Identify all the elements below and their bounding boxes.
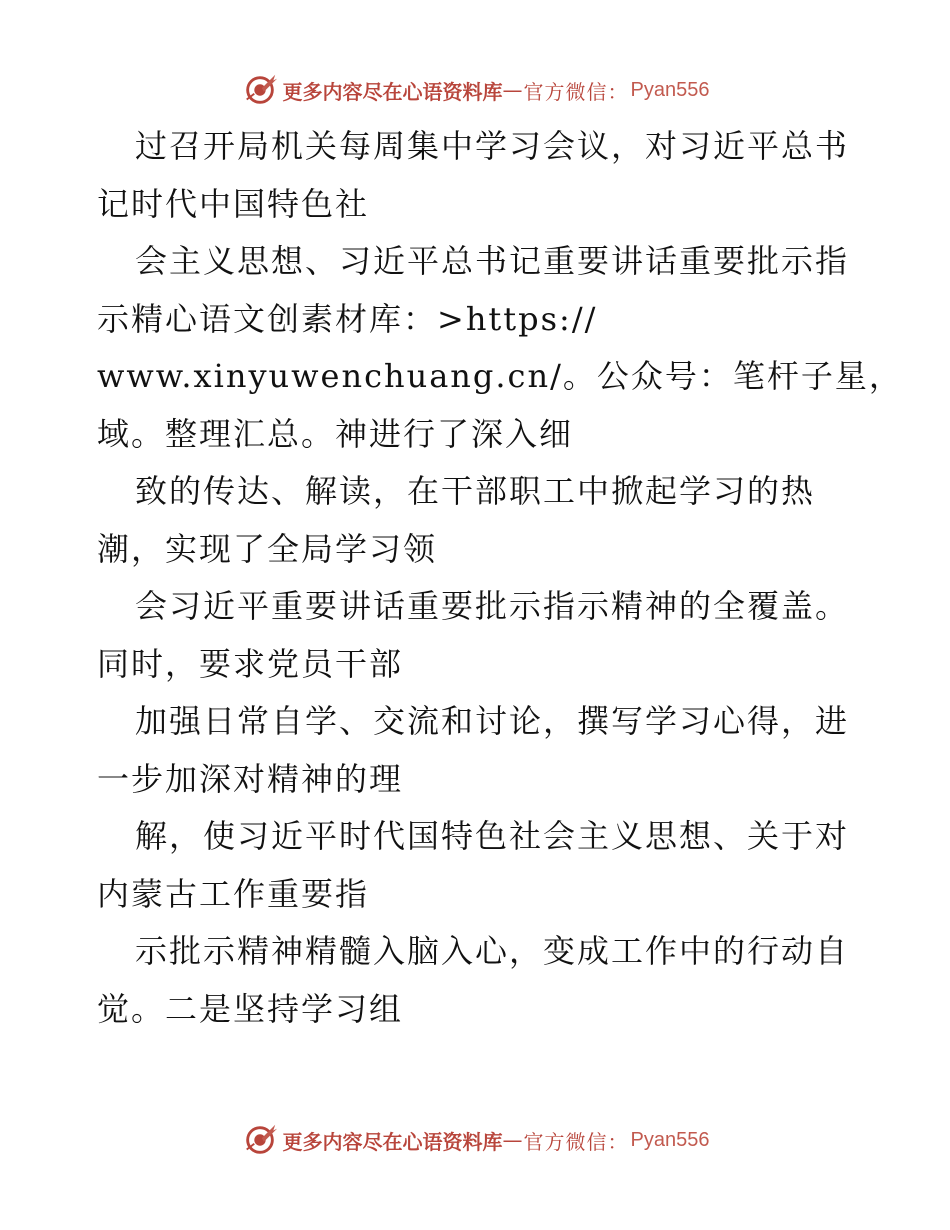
text-line: 域。整理汇总。神进行了深入细 — [97, 414, 574, 453]
text-line: 记时代中国特色社 — [97, 184, 370, 223]
document-body — [97, 118, 903, 1038]
text-line: 潮，实现了全局学习领 — [97, 529, 438, 568]
footer-separator: — — [502, 1128, 524, 1152]
text-line: 加强日常自学、交流和讨论，撰写学习心得，进 — [135, 702, 850, 740]
text-line: 觉。二是坚持学习组 — [97, 989, 404, 1028]
header-contact-handle: Pyan556 — [630, 78, 710, 101]
text-line: 会习近平重要讲话重要批示指示精神的全覆盖。 — [135, 587, 850, 625]
header-watermark-banner — [0, 70, 950, 110]
text-line: 一步加深对精神的理 — [97, 759, 404, 798]
header-brand-text: 更多内容尽在心语资料库 — [282, 79, 503, 104]
text-line: 同时，要求党员干部 — [97, 644, 404, 683]
quill-logo-icon — [241, 71, 279, 109]
text-line: 解，使习近平时代国特色社会主义思想、关于对 — [135, 817, 850, 855]
header-separator: — — [502, 78, 524, 102]
text-line: 致的传达、解读，在干部职工中掀起学习的热 — [135, 472, 816, 510]
footer-watermark-banner — [0, 1120, 950, 1160]
header-contact-label: 官方微信： — [523, 79, 629, 104]
text-line: 示精心语文创素材库：>https:// — [97, 299, 598, 338]
quill-logo-icon — [241, 1121, 279, 1159]
text-line: 示批示精神精髓入脑入心，变成工作中的行动自 — [135, 932, 850, 970]
footer-contact-label: 官方微信： — [523, 1129, 629, 1154]
text-line: www.xinyuwenchuang.cn/。公众号：笔杆子星， — [97, 357, 903, 395]
text-line: 会主义思想、习近平总书记重要讲话重要批示指 — [135, 242, 850, 280]
text-line: 过召开局机关每周集中学习会议，对习近平总书 — [135, 127, 850, 165]
footer-contact-handle: Pyan556 — [630, 1128, 710, 1151]
footer-brand-text: 更多内容尽在心语资料库 — [282, 1129, 503, 1154]
text-line: 内蒙古工作重要指 — [97, 874, 370, 913]
